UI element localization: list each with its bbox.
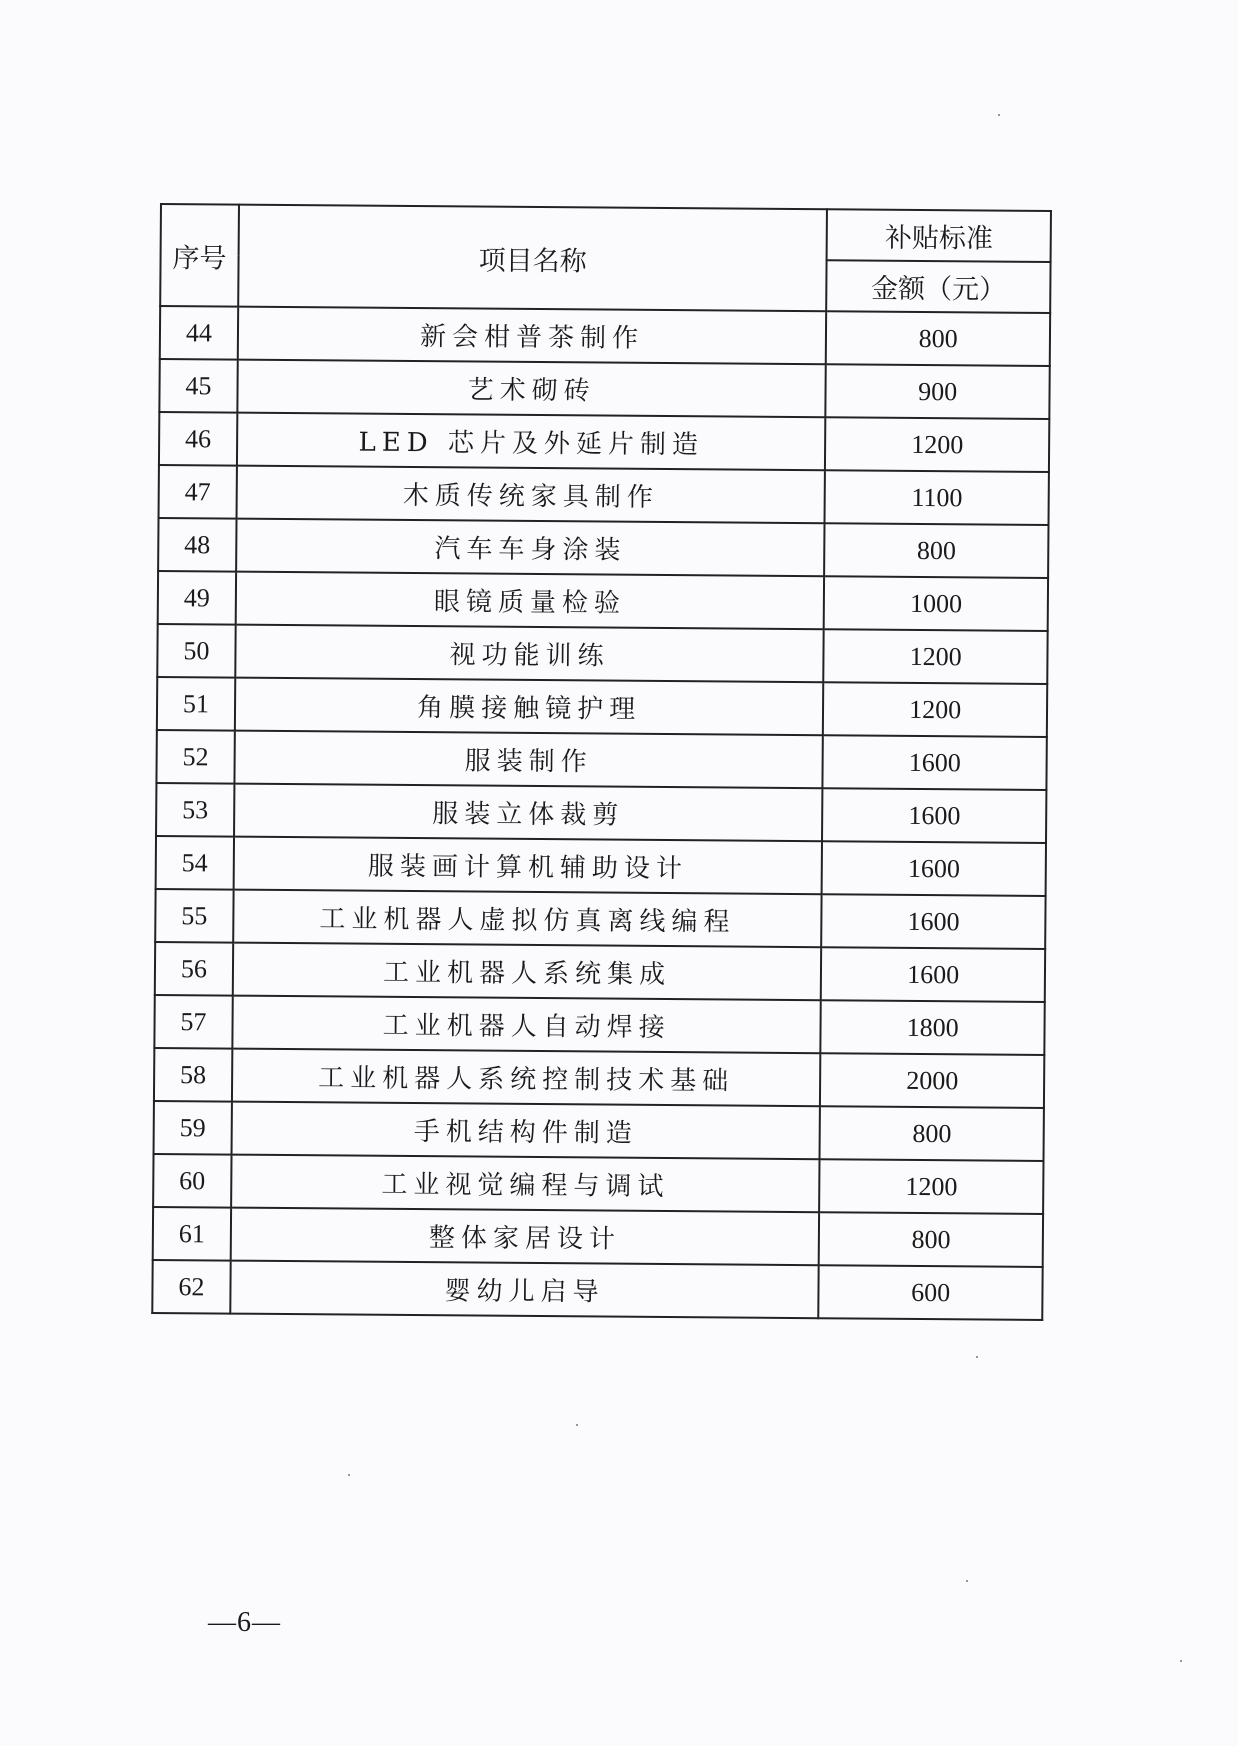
row-project-name: 手机结构件制造 [231,1102,820,1160]
scan-speck [1180,1660,1182,1662]
row-project-name: 艺术砌砖 [237,360,826,418]
row-amount: 1100 [825,470,1049,525]
row-index: 54 [156,836,234,890]
scan-speck [348,1474,350,1476]
row-index: 46 [159,412,237,466]
row-project-name: 角膜接触镜护理 [235,678,824,736]
row-amount: 800 [819,1212,1043,1267]
row-amount: 1800 [821,1000,1045,1055]
row-project-name: 新会柑普茶制作 [238,307,827,365]
row-project-name: 工业机器人自动焊接 [232,996,821,1054]
header-subsidy-standard: 补贴标准 [827,209,1051,262]
row-amount: 900 [826,364,1050,419]
table-row [156,836,1046,896]
row-amount: 800 [820,1106,1044,1161]
table-row [157,677,1047,737]
row-index: 50 [157,624,235,678]
table-row [152,1260,1042,1320]
row-amount: 1600 [823,735,1047,790]
table-row [155,889,1045,949]
table-header [160,204,1051,313]
row-project-name: 整体家居设计 [231,1208,820,1266]
row-project-name: 工业机器人系统集成 [233,943,822,1001]
row-amount: 1600 [822,788,1046,843]
row-index: 59 [154,1101,232,1155]
page-number: —6— [208,1607,281,1638]
row-index: 52 [156,730,234,784]
row-amount: 600 [819,1265,1043,1320]
row-index: 62 [152,1260,230,1314]
row-project-name: 工业视觉编程与调试 [231,1155,820,1213]
table-row [153,1154,1043,1214]
row-project-name: 服装画计算机辅助设计 [233,837,822,895]
row-amount: 1600 [822,894,1046,949]
row-index: 45 [159,359,237,413]
table-row [160,306,1050,366]
row-amount: 1200 [824,629,1048,684]
row-project-name: 工业机器人系统控制技术基础 [232,1049,821,1107]
row-amount: 1200 [819,1159,1043,1214]
row-amount: 800 [824,523,1048,578]
row-amount: 1200 [823,682,1047,737]
row-index: 49 [158,571,236,625]
table-row [154,1101,1044,1161]
table-row [159,412,1049,472]
scan-speck [576,1424,578,1426]
row-amount: 1000 [824,576,1048,631]
subsidy-table [151,203,1052,1321]
row-amount: 800 [826,311,1050,366]
table-row [158,518,1048,578]
scan-speck [976,1356,978,1358]
row-project-name: 工业机器人虚拟仿真离线编程 [233,890,822,948]
table-row [156,730,1046,790]
header-amount: 金额（元） [827,260,1051,313]
header-index: 序号 [160,204,239,307]
table-row [156,783,1046,843]
table-row [159,465,1049,525]
row-index: 60 [153,1154,231,1208]
table-row [157,624,1047,684]
row-amount: 1600 [821,947,1045,1002]
row-project-name: 眼镜质量检验 [236,572,825,630]
header-project-name: 项目名称 [238,205,827,312]
table-row [154,995,1044,1055]
row-amount: 1200 [825,417,1049,472]
row-index: 57 [154,995,232,1049]
row-project-name: 汽车车身涂装 [236,519,825,577]
row-project-name: 服装制作 [234,731,823,789]
table-row [158,571,1048,631]
scan-speck [998,114,1000,116]
row-amount: 1600 [822,841,1046,896]
row-index: 58 [154,1048,232,1102]
row-index: 44 [160,306,238,360]
row-index: 48 [158,518,236,572]
table-row [155,942,1045,1002]
row-project-name: 视功能训练 [235,625,824,683]
table-body [152,306,1050,1320]
table-row [159,359,1049,419]
scan-speck [966,1580,968,1582]
row-project-name: 木质传统家具制作 [236,466,825,524]
table-row [154,1048,1044,1108]
row-project-name: LED 芯片及外延片制造 [237,413,826,471]
row-project-name: 服装立体裁剪 [234,784,823,842]
row-project-name: 婴幼儿启导 [230,1261,819,1319]
row-index: 53 [156,783,234,837]
row-index: 47 [159,465,237,519]
row-index: 55 [155,889,233,943]
row-index: 56 [155,942,233,996]
row-index: 61 [153,1207,231,1261]
row-amount: 2000 [820,1053,1044,1108]
row-index: 51 [157,677,235,731]
table-row [153,1207,1043,1267]
